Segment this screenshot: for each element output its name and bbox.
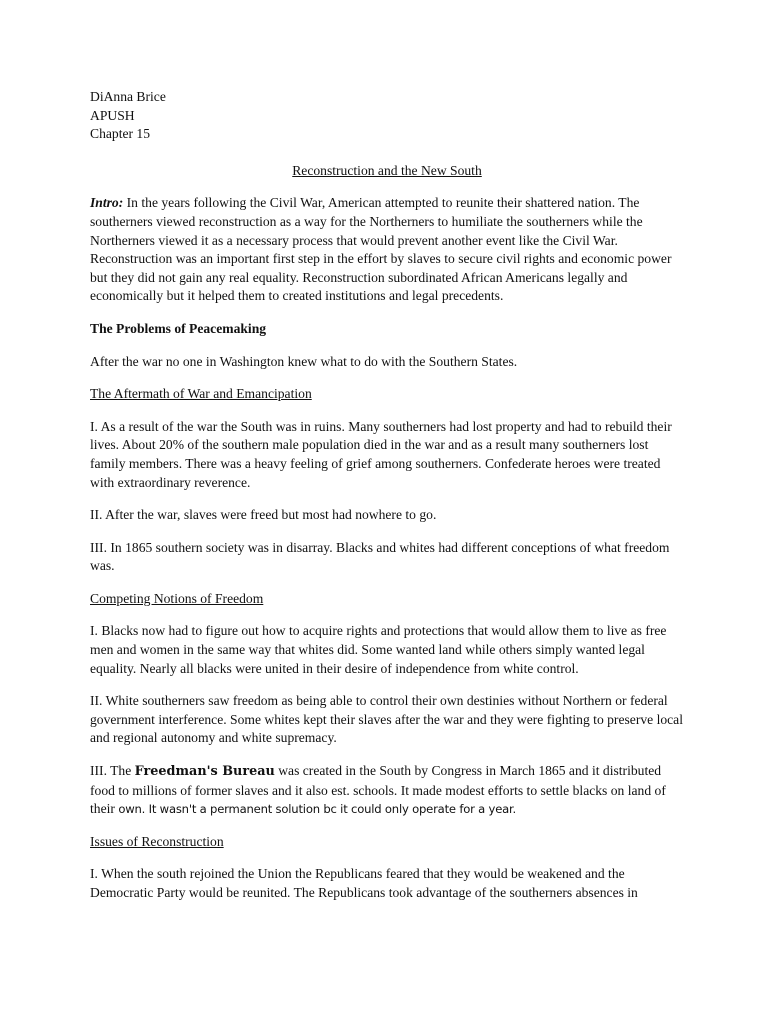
- freedom-paragraph-3: [90, 762, 684, 819]
- issues-paragraph-1: I. When the south rejoined the Union the Republicans feared that they would be weakened and the Democratic Party would be reunited. The Republicans took advantage of the southerners absences in: [90, 866, 638, 900]
- aftermath-paragraph-3: III. In 1865 southern society was in disarray. Blacks and whites had different conceptions of what freedom was.: [90, 539, 670, 574]
- freedom-paragraph-2: II. White southerners saw freedom as being able to control their own destinies without Northern or federal government interference. Some whites kept their slaves after the war and they were fighting to preserve local and regional autonomy and white supremacy.: [90, 693, 683, 746]
- freedom-p3-prefix: III. The: [90, 763, 135, 779]
- section-heading-freedom: Competing Notions of Freedom: [90, 590, 264, 606]
- freedmans-bureau-term: Freedman's Bureau: [134, 764, 275, 780]
- aftermath-paragraph-1: I. As a result of the war the South was in ruins. Many southerners had lost property and had to rebuild their lives. About 20% of the southern male population died in the war and as a result many southerners lost family members. There was a heavy feeling of grief among southerners. Confederate heroes were treated with extraordinary reverence.: [90, 418, 672, 490]
- aftermath-paragraph-2: II. After the war, slaves were freed but most had nowhere to go.: [90, 507, 437, 523]
- intro-text: In the years following the Civil War, American attempted to reunite their shattered nation. The southerners viewed reconstruction as a way for the Northerners to humiliate the southerners while the Northerners viewed it as a necessary process that would prevent another event like the Civil War. Reconstruction was an important first step in the effort by slaves to secure civil rights and economic power but they did not gain any real equality. Reconstruction subordinated African Americans legally and economically but it helped them to created institutions and legal precedents.: [90, 195, 672, 304]
- intro-paragraph: [90, 194, 684, 306]
- chapter-label: Chapter 15: [90, 126, 151, 142]
- intro-label: Intro:: [90, 195, 124, 211]
- peacemaking-paragraph: After the war no one in Washington knew what to do with the Southern States.: [90, 353, 518, 369]
- course-name: APUSH: [90, 107, 135, 123]
- freedom-p3-text: was created in the South by Congress in March 1865 and it distributed food to millions of former slaves and it also est. schools. It made modest efforts to settle blacks on land of their: [90, 763, 666, 817]
- document-page: [90, 88, 684, 903]
- freedom-p3-alt-text: own. It wasn't a permanent solution bc it could only operate for a year.: [118, 802, 517, 817]
- freedom-paragraph-1: I. Blacks now had to figure out how to acquire rights and protections that would allow them to live as free men and women in the same way that whites did. Some wanted land while others simply wanted legal equality. Nearly all blacks were united in their desire of independence from white control.: [90, 623, 667, 676]
- section-heading-peacemaking: The Problems of Peacemaking: [90, 320, 267, 336]
- author-name: DiAnna Brice: [90, 89, 166, 104]
- document-title: Reconstruction and the New South: [292, 162, 482, 178]
- section-heading-aftermath: The Aftermath of War and Emancipation: [90, 386, 312, 402]
- section-heading-issues: Issues of Reconstruction: [90, 833, 224, 849]
